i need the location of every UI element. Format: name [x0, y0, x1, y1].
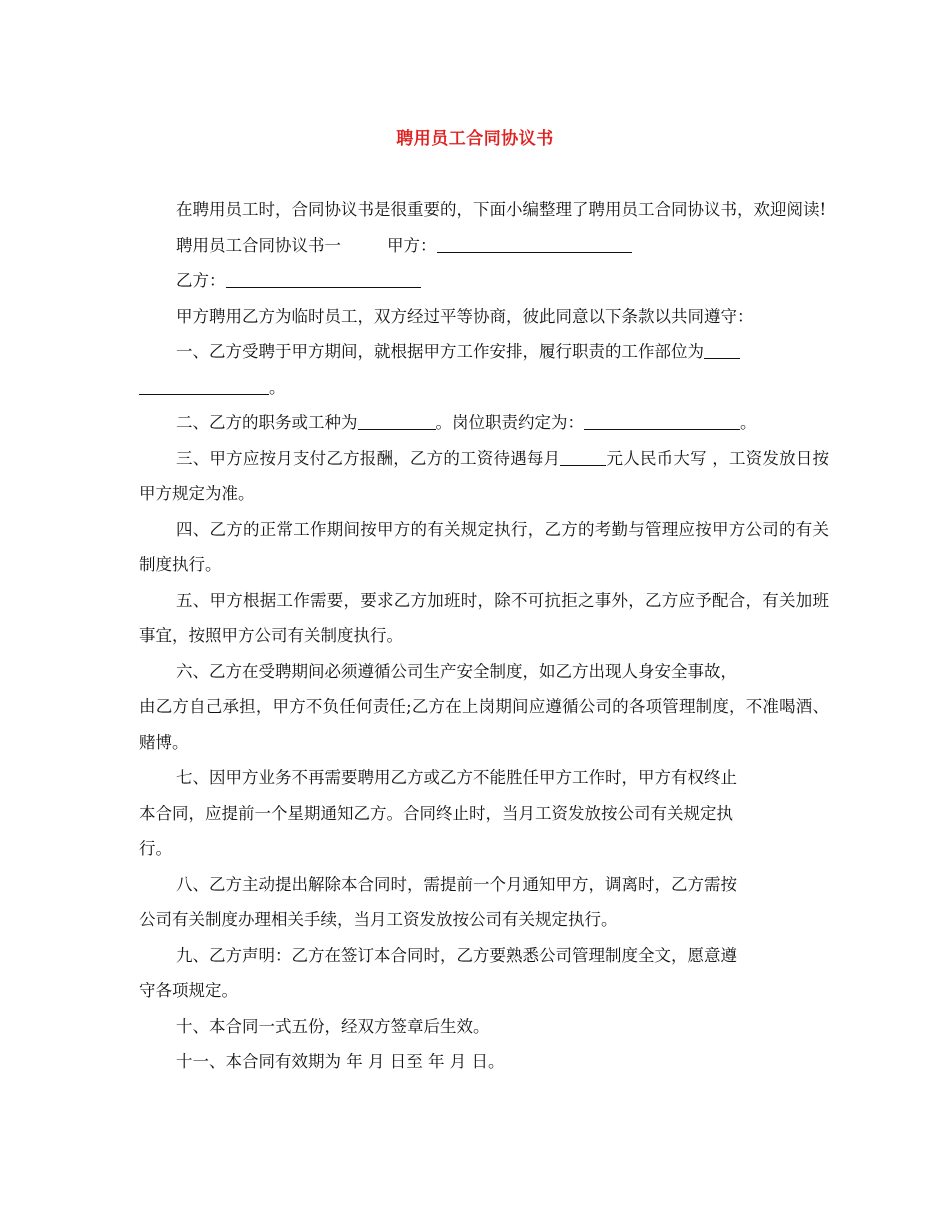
clause-9-line-2: 守各项规定。 — [139, 981, 238, 1000]
section-heading: 聘用员工合同协议书一 — [176, 235, 341, 255]
clause-7-line-2: 本合同，应提前一个星期通知乙方。合同终止时，当月工资发放按公司有关规定执 — [139, 803, 733, 823]
party-b-blank — [226, 270, 421, 288]
clause-1 — [139, 334, 829, 405]
clause-3-blank — [560, 447, 606, 465]
clause-8 — [139, 867, 829, 938]
clause-5: 五、甲方根据工作需要，要求乙方加班时，除不可抗拒之事外，乙方应予配合，有关加班事宜，按照甲方公司有关制度执行。 — [139, 590, 829, 645]
party-a-blank — [437, 234, 632, 252]
document-title: 聘用员工合同协议书 — [396, 129, 554, 149]
clause-1-end: 。 — [269, 377, 286, 397]
clause-2-blank-a — [358, 412, 436, 430]
clause-1-blank-a — [704, 341, 740, 359]
clause-1-blank-b — [139, 376, 269, 394]
clause-4: 四、乙方的正常工作期间按甲方的有关规定执行，乙方的考勤与管理应按甲方公司的有关制度执行。 — [139, 519, 829, 574]
clause-11: 十一、本合同有效期为 年 月 日至 年 月 日。 — [176, 1052, 505, 1071]
clause-2-text-b: 。岗位职责约定为： — [435, 413, 584, 432]
clause-6-line-1: 六、乙方在受聘期间必须遵循公司生产安全制度，如乙方出现人身安全事故， — [176, 661, 737, 681]
clause-10: 十、本合同一式五份，经双方签章后生效。 — [176, 1016, 490, 1036]
clause-2-text-a: 二、乙方的职务或工种为 — [176, 413, 358, 432]
clause-2 — [139, 405, 829, 441]
party-a-label: 甲方： — [387, 235, 437, 255]
clause-8-line-2: 公司有关制度办理相关手续，当月工资发放按公司有关规定执行。 — [139, 910, 618, 929]
clause-9 — [139, 938, 829, 1009]
clause-7-line-1: 七、因甲方业务不再需要聘用乙方或乙方不能胜任甲方工作时，甲方有权终止 — [176, 768, 737, 787]
clause-3 — [139, 441, 829, 512]
clause-3-text-a: 三、甲方应按月支付乙方报酬，乙方的工资待遇每月 — [176, 448, 561, 468]
clause-3-text-b: 元人民币大写 ，工资发放日按甲方规定为准。 — [139, 448, 830, 503]
clause-6 — [139, 654, 829, 761]
heading-party-a-line — [139, 228, 829, 264]
clause-7-line-3: 行。 — [139, 839, 172, 858]
clause-7 — [139, 760, 829, 867]
clause-9-line-1: 九、乙方声明：乙方在签订本合同时，乙方要熟悉公司管理制度全文，愿意遵 — [176, 945, 737, 965]
party-b-line — [139, 263, 829, 299]
preamble-paragraph: 甲方聘用乙方为临时员工，双方经过平等协商，彼此同意以下条款以共同遵守： — [176, 306, 754, 326]
party-b-label: 乙方： — [176, 271, 226, 290]
clause-2-end: 。 — [740, 413, 757, 432]
clause-1-text: 一、乙方受聘于甲方期间，就根据甲方工作安排，履行职责的工作部位为 — [176, 342, 704, 361]
intro-paragraph: 在聘用员工时，合同协议书是很重要的，下面小编整理了聘用员工合同协议书，欢迎阅读! — [176, 200, 827, 219]
clause-2-blank-b — [584, 412, 740, 430]
document-body — [139, 192, 829, 1080]
clause-6-rest: 由乙方自己承担，甲方不负任何责任;乙方在上岗期间应遵循公司的各项管理制度，不准喝酒、赌博。 — [139, 697, 829, 752]
clause-8-line-1: 八、乙方主动提出解除本合同时，需提前一个月通知甲方，调离时，乙方需按 — [176, 874, 737, 894]
